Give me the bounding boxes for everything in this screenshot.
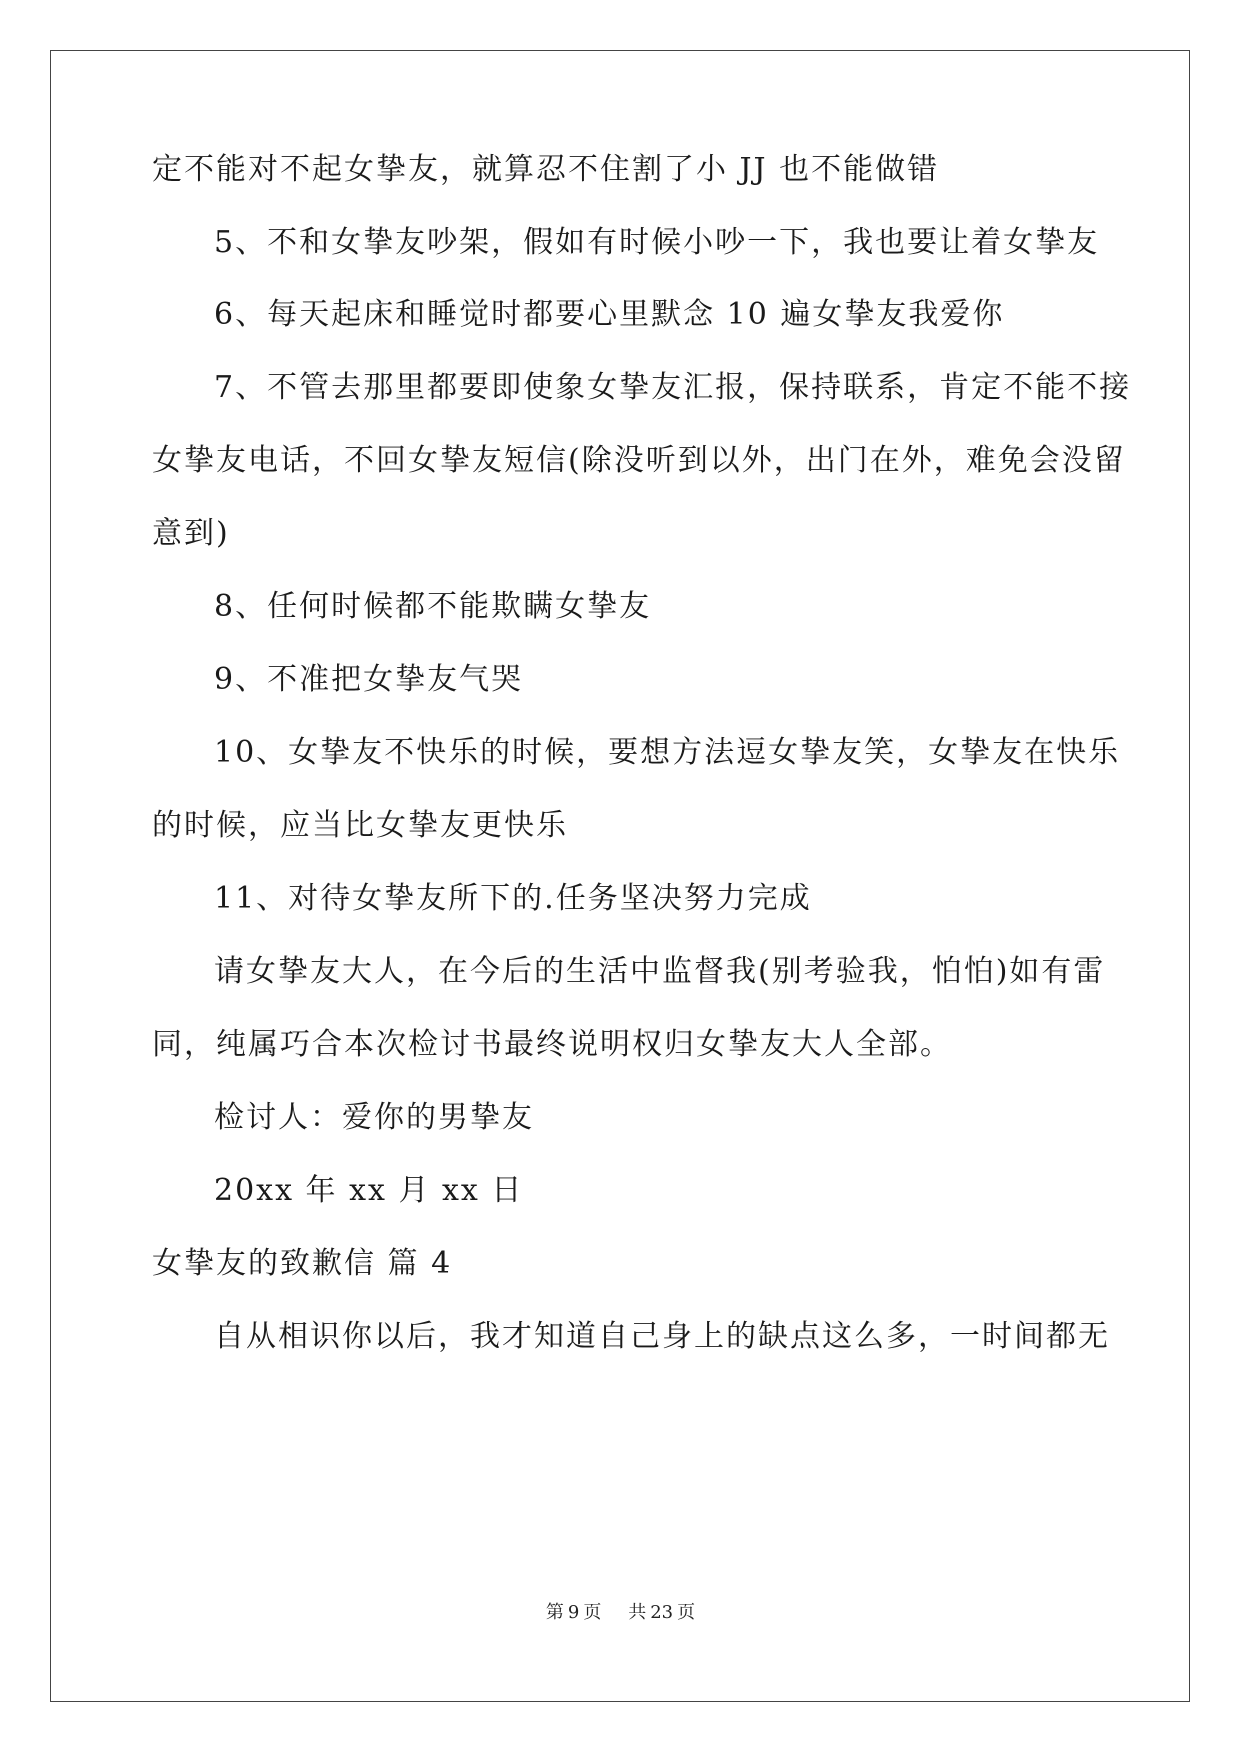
list-item: 5、不和女挚友吵架，假如有时候小吵一下，我也要让着女挚友 <box>214 225 1100 260</box>
page-number: 9 <box>567 1602 580 1623</box>
paragraph-line: 自从相识你以后，我才知道自己身上的缺点这么多，一时间都无 <box>214 1319 1110 1354</box>
text-line: 女挚友电话，不回女挚友短信(除没听到以外，出门在外，难免会没留 <box>152 443 1126 478</box>
text-line: 同，纯属巧合本次检讨书最终说明权归女挚友大人全部。 <box>152 1027 952 1062</box>
section-heading: 女挚友的致歉信 篇 4 <box>152 1246 453 1281</box>
page-footer <box>0 1602 1241 1624</box>
total-prefix: 共 <box>628 1602 647 1623</box>
signature-line: 检讨人：爱你的男挚友 <box>214 1100 534 1135</box>
list-item: 11、对待女挚友所下的.任务坚决努力完成 <box>214 881 812 916</box>
total-pages: 23 <box>650 1602 674 1623</box>
list-item: 10、女挚友不快乐的时候，要想方法逗女挚友笑，女挚友在快乐 <box>214 735 1121 770</box>
page-label-suffix: 页 <box>583 1602 602 1623</box>
page-label-prefix: 第 <box>545 1602 564 1623</box>
text-line: 意到) <box>152 516 230 551</box>
list-item: 6、每天起床和睡觉时都要心里默念 10 遍女挚友我爱你 <box>214 297 1005 332</box>
list-item: 9、不准把女挚友气哭 <box>214 662 524 697</box>
text-line: 定不能对不起女挚友，就算忍不住割了小 JJ 也不能做错 <box>152 152 940 187</box>
text-line: 的时候，应当比女挚友更快乐 <box>152 808 568 843</box>
paragraph-line: 请女挚友大人，在今后的生活中监督我(别考验我，怕怕)如有雷 <box>214 954 1106 989</box>
list-item: 8、任何时候都不能欺瞒女挚友 <box>214 589 652 624</box>
date-line: 20xx 年 xx 月 xx 日 <box>214 1173 524 1208</box>
list-item: 7、不管去那里都要即使象女挚友汇报，保持联系，肯定不能不接 <box>214 370 1132 405</box>
total-suffix: 页 <box>677 1602 696 1623</box>
